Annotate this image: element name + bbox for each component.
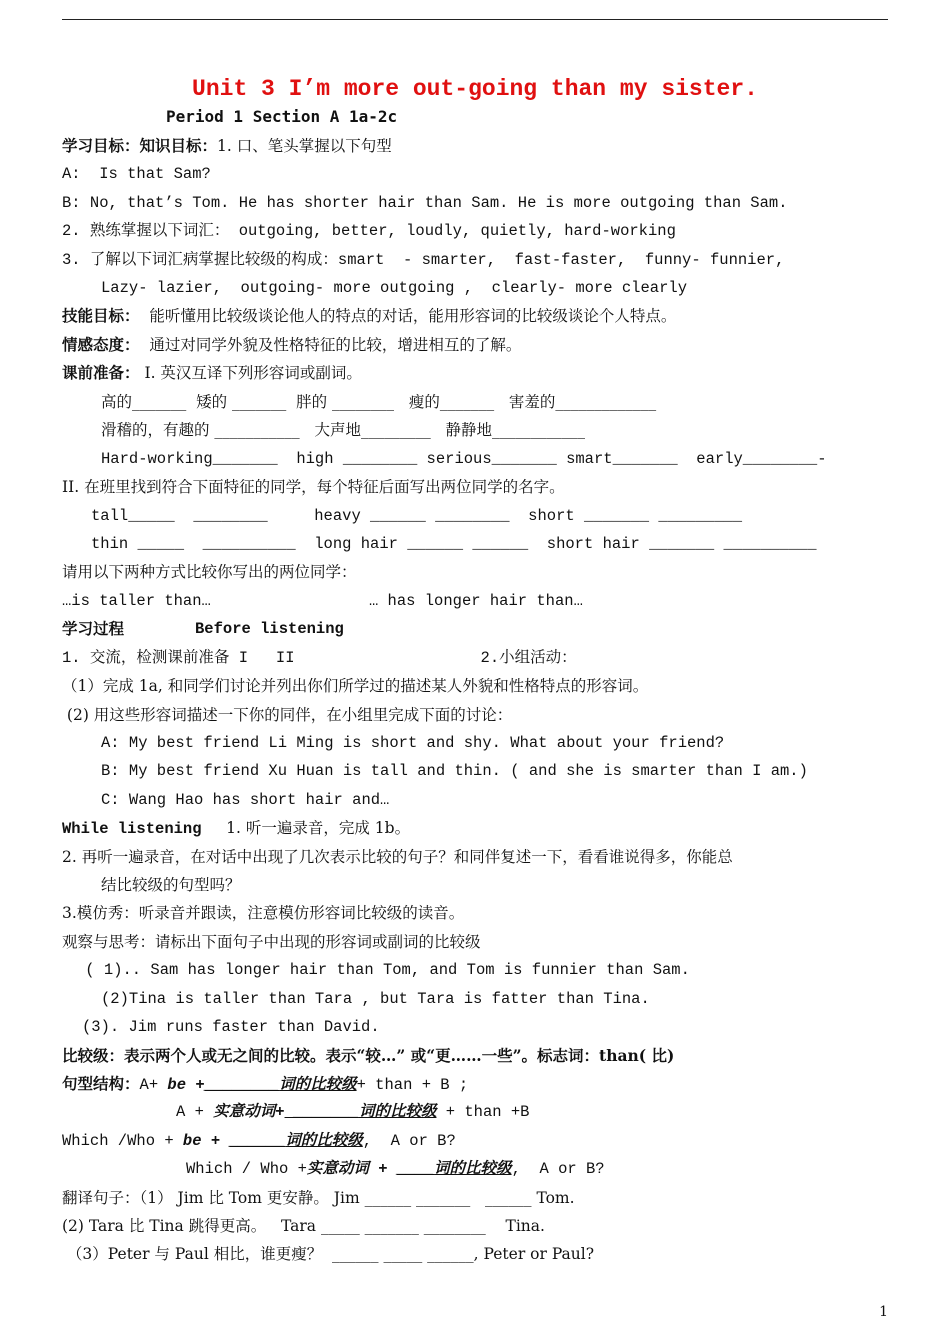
structure-2-verb: 实意动词+ xyxy=(213,1103,285,1121)
structure-3-subject: Which /Who + xyxy=(62,1132,183,1150)
process-step-1: 1. 交流，检测课前准备 I II 2.小组活动： xyxy=(62,649,577,667)
emotion-text: 通过对同学外貌及性格特征的比较，增进相互的了解。 xyxy=(139,336,522,354)
while-listening: While listening xyxy=(62,820,202,838)
process-sub-2: (2) 用这些形容词描述一下你的同伴，在小组里完成下面的讨论： xyxy=(62,706,513,724)
structure-2 xyxy=(176,1102,529,1122)
while-step-1: 1. 听一遍录音，完成 1b。 xyxy=(201,819,411,837)
process-label: 学习过程 xyxy=(62,619,125,638)
structure-1-be: be + xyxy=(167,1076,205,1094)
unit-title: Unit 3 I’m more out-going than my sister. xyxy=(192,76,758,102)
observe-sentence-1: ( 1).. Sam has longer hair than Tom, and Tom is funnier than Sam. xyxy=(76,961,690,979)
structure-4-subject: Which / Who + xyxy=(186,1160,307,1178)
while-step-3: 3.模仿秀：听录音并跟读，注意模仿形容词比较级的读音。 xyxy=(62,904,465,922)
top-rule xyxy=(62,19,888,20)
grammar-definition: 比较级：表示两个人或无之间的比较。表示“较…” 或“更……一些”。标志词：than( 比) xyxy=(62,1046,675,1065)
dialog-b: B: No, that’s Tom. He has shorter hair than Sam. He is more outgoing than Sam. xyxy=(62,194,788,212)
emotion-label: 情感态度： xyxy=(62,335,140,354)
prep-label: 课前准备： xyxy=(62,363,140,382)
structure-2-end: + than +B xyxy=(436,1103,530,1121)
structure-3-be: be + xyxy=(182,1132,230,1150)
structure-label: 句型结构： xyxy=(62,1074,140,1093)
structure-3 xyxy=(62,1131,456,1151)
translate-1: 翻译句子：（1） Jim 比 Tom 更安静。 Jim ______ _______ ______ Tom. xyxy=(62,1189,575,1207)
example-b: B: My best friend Xu Huan is tall and thin. ( and she is smarter than I am.) xyxy=(101,762,808,780)
example-c: C: Wang Hao has short hair and… xyxy=(101,791,390,809)
structure-1-end: + than + B ; xyxy=(356,1076,469,1094)
structure-2-blank: _______ xyxy=(284,1103,359,1121)
prep-row-5: thin _____ __________ long hair ______ ______ short hair _______ __________ xyxy=(91,535,817,553)
before-listening: Before listening xyxy=(195,620,344,638)
observe-sentence-3: (3). Jim runs faster than David. xyxy=(82,1018,380,1036)
structure-1 xyxy=(62,1074,468,1095)
observe-sentence-2: (2)Tina is taller than Tara , but Tara is fatter than Tina. xyxy=(101,990,650,1008)
structure-1-blank: ________ xyxy=(204,1076,280,1094)
structure-1-subject: A+ xyxy=(139,1076,168,1094)
goal-3-cont: Lazy- lazier, outgoing- more outgoing , clearly- more clearly xyxy=(101,279,687,297)
period-heading: Period 1 Section A 1a-2c xyxy=(166,107,398,126)
while-step-2-cont: 结比较级的句型吗？ xyxy=(101,876,241,894)
structure-4-end: , A or B? xyxy=(511,1160,605,1178)
example-a: A: My best friend Li Ming is short and shy. What about your friend? xyxy=(101,734,725,752)
goal-2: 2. 熟练掌握以下词汇： outgoing, better, loudly, quietly, hard-working xyxy=(62,222,676,240)
prep-part-2: II. 在班里找到符合下面特征的同学，每个特征后面写出两位同学的名字。 xyxy=(62,478,565,496)
emotion-goal xyxy=(62,335,521,355)
prep-row-2: 滑稽的，有趣的 ___________ 大声地_________ 静静地____________ xyxy=(101,421,585,439)
structure-2-comparative: 词的比较级 xyxy=(358,1103,437,1121)
skill-label: 技能目标： xyxy=(62,306,140,325)
prep-row-4: tall_____ ________ heavy ______ ________ short _______ _________ xyxy=(91,507,743,525)
compare-intro: 请用以下两种方式比较你写出的两位同学： xyxy=(62,563,357,581)
page-number: 1 xyxy=(879,1304,888,1320)
goal-1: 1. 口、笔头掌握以下句型 xyxy=(217,137,392,155)
compare-ways: …is taller than… … has longer hair than… xyxy=(62,592,583,610)
dialog-a: A: Is that Sam? xyxy=(62,165,211,183)
skill-goal xyxy=(62,306,676,326)
translate-3: （3）Peter 与 Paul 相比，谁更瘦？ ______ _____ ______, Peter or Paul? xyxy=(62,1245,595,1263)
process-sub-1: （1）完成 1a, 和同学们讨论并列出你们所学过的描述某人外貌和性格特点的形容词。 xyxy=(62,677,649,695)
structure-4 xyxy=(186,1159,605,1179)
goals-line-1 xyxy=(62,136,392,156)
prep-part-1: I. 英汉互译下列形容词或副词。 xyxy=(139,364,362,382)
structure-3-end: , A or B? xyxy=(362,1132,456,1150)
structure-3-blank: ______ xyxy=(229,1132,286,1150)
structure-1-comparative: 词的比较级 xyxy=(279,1076,357,1094)
structure-3-comparative: 词的比较级 xyxy=(285,1132,363,1150)
observe-heading: 观察与思考：请标出下面句子中出现的形容词或副词的比较级 xyxy=(62,933,481,951)
goals-label: 学习目标：知识目标： xyxy=(62,136,218,155)
prep-line xyxy=(62,363,362,383)
structure-4-comparative: 词的比较级 xyxy=(434,1160,512,1178)
structure-4-blank: ____ xyxy=(396,1160,435,1178)
skill-text: 能听懂用比较级谈论他人的特点的对话，能用形容词的比较级谈论个人特点。 xyxy=(139,307,677,325)
while-line xyxy=(62,818,410,839)
structure-2-subject: A + xyxy=(176,1103,214,1121)
translate-2: (2) Tara 比 Tina 跳得更高。 Tara _____ _______ ________ Tina. xyxy=(62,1217,545,1235)
goal-3: 3. 了解以下词汇病掌握比较级的构成：smart - smarter, fast-faster, funny- funnier, xyxy=(62,251,785,269)
prep-row-1: 高的_______ 矮的 _______ 胖的 ________ 瘦的_______ 害羞的_____________ xyxy=(101,393,657,411)
prep-row-3: Hard-working_______ high ________ serious_______ smart_______ early________- xyxy=(101,450,827,468)
while-step-2: 2. 再听一遍录音，在对话中出现了几次表示比较的句子？和同伴复述一下，看看谁说得多，你能总 xyxy=(62,848,733,866)
structure-4-verb: 实意动词 + xyxy=(306,1160,397,1178)
